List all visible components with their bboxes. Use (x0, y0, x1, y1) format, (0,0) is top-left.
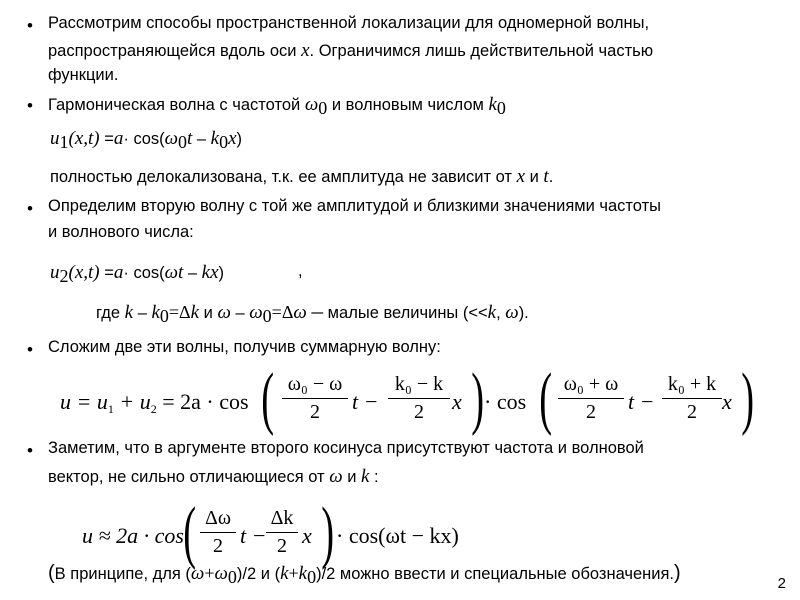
p2-line3: полностью делокализована, т.к. ее амплитуда не зависит от x и t. (50, 166, 554, 187)
fraction: ω₀ + ω 2 (558, 373, 624, 424)
fraction: k₀ − k 2 (388, 373, 450, 424)
bullet-icon: • (27, 441, 33, 460)
bullet-icon: • (27, 340, 33, 359)
p2-line1: Гармоническая волна с частотой $\omega_0$ и волновым числом $k_0$ (48, 94, 506, 118)
paren-left: ( (261, 360, 275, 437)
note: (В принципе, для $(\omega+\omega_0)/2$ и $(k+k_0)/2$ можно ввести и специальные обозначения.) (48, 562, 681, 587)
formula-u2-comma: , (298, 262, 303, 280)
paren-left: ( (183, 494, 197, 571)
bullet-icon: • (27, 16, 33, 35)
slide: • Рассмотрим способы пространственной локализации для одномерной волны, распространяющейся вдоль оси x. Ограничимся лишь действительной частью функции. • Гармоническая волна с частотой $\omega_0$ и волновым числом $k_0$ $u_1(x,t) =a\cdot \cos(\omega_0t - k_0x)$ полностью делокализована, т.к. ее амплитуда не зависит от x и t. • Определим вторую волну с той же амплитудой и близкими значениями частоты и волнового числа: $u_2(x,t) =a\cdot \cos(\omega t - kx)$ , где $k - k_0=\Delta k$ и $\omega - \omega_0=\Delta\omega$ ─ малые величины (<<k, ω). • Сложим две эти волны, получив суммарную волну: $u = u_1 + u_2 = 2a \cdot \cos$ ( ω₀ − ω 2 t − k₀ − k 2 x ) · cos ( ω₀ + ω 2 t − k₀ + k 2 x ) • Заметим, что в аргументе второго косинуса присутствуют частота и волновой вектор, не сильно отличающиеся от ω и k : u ≈ 2a · cos ( Δω 2 t − Δk 2 x ) · cos(ωt − kx) (В принципе, для $(\omega+\omega_0)/2$ и $(k+k_0)/2$ можно ввести и специальные обозначения.) 2 (27, 14, 786, 592)
formula-u1: $u_1(x,t) =a\cdot \cos(\omega_0t - k_0x)$ (50, 128, 243, 152)
fraction: Δω 2 (200, 507, 236, 558)
p5-line1: Заметим, что в аргументе второго косинуса присутствуют частота и волновой (48, 439, 644, 457)
bullet-icon: • (27, 96, 33, 115)
p1-line1: Рассмотрим способы пространственной локализации для одномерной волны, (48, 14, 650, 32)
paren-right: ) (471, 360, 485, 437)
fraction: k₀ + k 2 (662, 373, 722, 424)
fraction: Δk 2 (266, 507, 298, 558)
paren-left: ( (539, 360, 553, 437)
paren-right: ) (741, 360, 755, 437)
page-number: 2 (777, 575, 786, 592)
bullet-icon: • (27, 199, 33, 218)
p3-line2: и волнового числа: (48, 223, 194, 241)
p3-line1: Определим вторую волну с той же амплитудой и близкими значениями частоты (48, 197, 662, 215)
p1-line2: распространяющейся вдоль оси x. Ограничимся лишь действительной частью (48, 40, 654, 61)
p5-line2: вектор, не сильно отличающиеся от ω и k : (48, 466, 379, 487)
p3-where: где $k - k_0=\Delta k$ и $\omega - \omega_0=\Delta\omega$ ─ малые величины (<<k, ω). (96, 302, 529, 326)
formula-u2: $u_2(x,t) =a\cdot \cos(\omega t - kx)$ (50, 262, 225, 286)
fraction: ω₀ − ω 2 (282, 373, 348, 424)
p4-text: Сложим две эти волны, получив суммарную волну: (48, 338, 441, 356)
paren-right: ) (321, 494, 335, 571)
p1-line3: функции. (48, 66, 119, 84)
